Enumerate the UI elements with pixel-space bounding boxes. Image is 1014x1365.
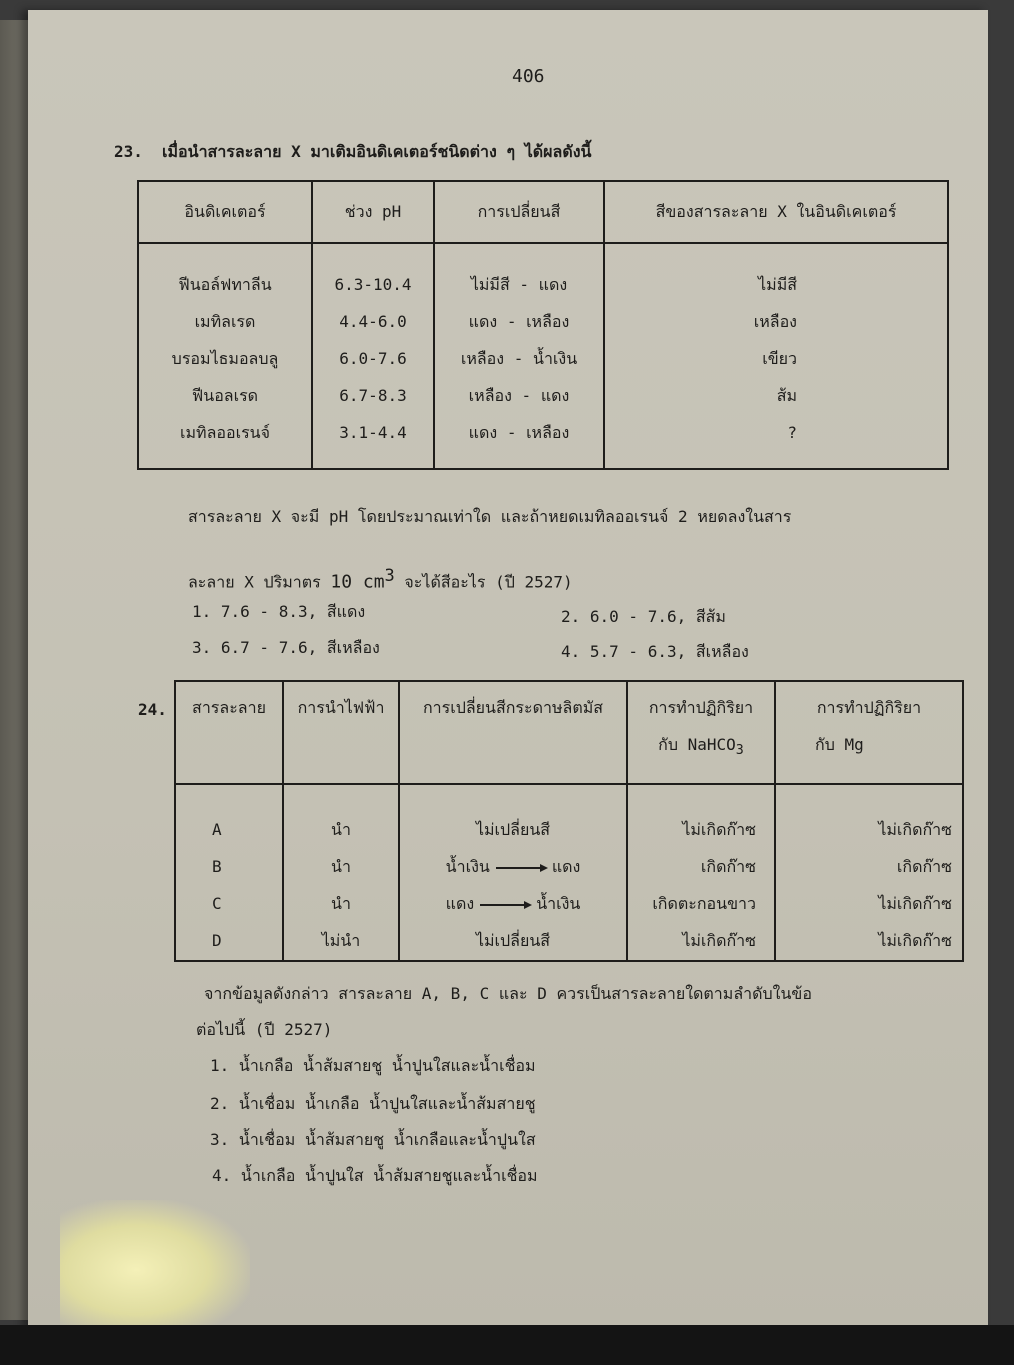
q23-indicator-table xyxy=(137,180,949,470)
q24-cell xyxy=(401,885,625,922)
q24-litmus-text: ไม่เปลี่ยนสี xyxy=(475,931,551,950)
q24-col-mg xyxy=(775,784,963,961)
q23-intro: เมื่อนำสารละลาย X มาเติมอินดิเคเตอร์ชนิดต่าง ๆ ได้ผลดังนี้ xyxy=(162,142,592,161)
q23-number: 23. xyxy=(114,142,143,161)
q24-header-nahco3-sub: 3 xyxy=(735,743,744,759)
q24-litmus-text: ไม่เปลี่ยนสี xyxy=(475,820,551,839)
bottom-background xyxy=(0,1325,1014,1365)
q24-header-solution: สารละลาย xyxy=(175,681,283,784)
q24-litmus-to: น้ำเงิน xyxy=(536,894,581,913)
q24-cell: นำ xyxy=(331,820,351,839)
q23-cell: 3.1-4.4 xyxy=(339,423,407,442)
q23-cell: ไม่มีสี xyxy=(758,275,797,294)
q23-choice-2: 2. 6.0 - 7.6, สีส้ม xyxy=(561,607,726,626)
q24-header-nahco3-text: กับ NaHCO xyxy=(658,735,736,754)
q24-choice-3: 3. น้ำเชื่อม น้ำส้มสายชู น้ำเกลือและน้ำปูนใส xyxy=(210,1130,536,1149)
q23-choice-3: 3. 6.7 - 7.6, สีเหลือง xyxy=(192,638,380,657)
q24-header-nahco3 xyxy=(627,681,775,784)
q24-cell: ไม่เกิดก๊าซ xyxy=(682,931,756,950)
q24-choice-1: 1. น้ำเกลือ น้ำส้มสายชู น้ำปูนใสและน้ำเชื่อม xyxy=(210,1056,536,1075)
q23-col-ph xyxy=(312,243,434,469)
q23-cell: แดง - เหลือง xyxy=(468,423,570,442)
q23-cell: เมทิลเรด xyxy=(194,312,256,331)
q23-cell: 6.3-10.4 xyxy=(334,275,412,294)
q23-question-text-b: จะได้สีอะไร (ปี 2527) xyxy=(394,572,573,592)
q24-cell xyxy=(401,848,625,885)
page-number: 406 xyxy=(512,66,545,87)
q24-col-litmus xyxy=(399,784,627,961)
q24-cell: เกิดก๊าซ xyxy=(896,857,952,876)
q24-cell: D xyxy=(212,931,222,950)
q24-cell xyxy=(401,811,625,848)
q24-cell: C xyxy=(212,894,222,913)
q23-cell: เหลือง - แดง xyxy=(468,386,570,405)
q23-header-x-color: สีของสารละลาย X ในอินดิเคเตอร์ xyxy=(604,181,948,243)
q24-choice-4: 4. น้ำเกลือ น้ำปูนใส น้ำส้มสายชูและน้ำเชื่อม xyxy=(212,1166,538,1185)
q24-cell: ไม่เกิดก๊าซ xyxy=(878,820,952,839)
q23-question-line1: สารละลาย X จะมี pH โดยประมาณเท่าใด และถ้าหยดเมทิลออเรนจ์ 2 หยดลงในสาร xyxy=(188,507,792,526)
q23-col-x-color xyxy=(604,243,948,469)
q24-litmus-from: แดง xyxy=(445,894,475,913)
q23-volume: 10 cm xyxy=(330,571,385,593)
q24-litmus-to: แดง xyxy=(551,857,581,876)
q23-choice-4: 4. 5.7 - 6.3, สีเหลือง xyxy=(561,642,749,661)
q24-choice-2: 2. น้ำเชื่อม น้ำเกลือ น้ำปูนใสและน้ำส้มสายชู xyxy=(210,1094,536,1113)
q23-cell: เขียว xyxy=(762,349,797,368)
q23-cell: ฟีนอลเรด xyxy=(191,386,259,405)
q24-header-litmus: การเปลี่ยนสีกระดาษลิตมัส xyxy=(399,681,627,784)
q24-cell: เกิดตะกอนขาว xyxy=(652,894,756,913)
q23-volume-exponent: 3 xyxy=(384,566,395,586)
q23-cell: เหลือง - น้ำเงิน xyxy=(460,349,578,368)
q24-cell xyxy=(401,922,625,959)
q24-litmus-from: น้ำเงิน xyxy=(445,857,490,876)
q24-cell: เกิดก๊าซ xyxy=(700,857,756,876)
q24-header-mg-line1: การทำปฏิกิริยา xyxy=(816,698,922,717)
q23-cell: 6.0-7.6 xyxy=(339,349,407,368)
q23-header-color-change: การเปลี่ยนสี xyxy=(434,181,604,243)
q23-cell: เมทิลออเรนจ์ xyxy=(180,423,270,442)
q23-header-indicator: อินดิเคเตอร์ xyxy=(138,181,312,243)
q24-header-conductivity: การนำไฟฟ้า xyxy=(283,681,399,784)
q23-header-ph-range: ช่วง pH xyxy=(312,181,434,243)
q24-cell: นำ xyxy=(331,857,351,876)
arrow-right-icon xyxy=(496,867,546,869)
arrow-right-icon xyxy=(480,904,530,906)
q24-question-line2: ต่อไปนี้ (ปี 2527) xyxy=(196,1020,333,1039)
q24-header-nahco3-line1: การทำปฏิกิริยา xyxy=(648,698,754,717)
q23-cell: เหลือง xyxy=(753,312,797,331)
q23-choice-1: 1. 7.6 - 8.3, สีแดง xyxy=(192,602,366,621)
q24-col-nahco3 xyxy=(627,784,775,961)
q24-cell: ไม่เกิดก๊าซ xyxy=(878,894,952,913)
q23-cell: ไม่มีสี - แดง xyxy=(470,275,568,294)
q24-cell: นำ xyxy=(331,894,351,913)
q24-cell: ไม่เกิดก๊าซ xyxy=(682,820,756,839)
q23-question-text-a: ละลาย X ปริมาตร xyxy=(188,572,331,592)
q24-col-solution xyxy=(175,784,283,961)
q23-cell: ส้ม xyxy=(776,386,797,405)
q24-header-nahco3-line2 xyxy=(629,733,773,758)
q23-cell: ฟีนอล์ฟทาลีน xyxy=(178,275,272,294)
q24-cell: A xyxy=(212,820,222,839)
q24-cell: ไม่นำ xyxy=(321,931,361,950)
light-glare xyxy=(60,1200,250,1340)
q24-header-mg-line2: กับ Mg xyxy=(815,735,864,754)
q23-cell: 6.7-8.3 xyxy=(339,386,407,405)
q23-col-indicator xyxy=(138,243,312,469)
q23-cell: ? xyxy=(787,423,797,442)
q24-question-line1: จากข้อมูลดังกล่าว สารละลาย A, B, C และ D ควรเป็นสารละลายใดตามลำดับในข้อ xyxy=(204,984,812,1003)
q24-header-mg xyxy=(775,681,963,784)
q23-cell: แดง - เหลือง xyxy=(468,312,570,331)
q24-number: 24. xyxy=(138,700,167,719)
q23-col-change xyxy=(434,243,604,469)
q24-solution-table xyxy=(174,680,964,962)
q23-question-line2 xyxy=(188,566,573,595)
q23-cell: 4.4-6.0 xyxy=(339,312,407,331)
q24-cell: ไม่เกิดก๊าซ xyxy=(878,931,952,950)
q24-col-conductivity xyxy=(283,784,399,961)
q24-cell: B xyxy=(212,857,222,876)
q23-cell: บรอมไธมอลบลู xyxy=(171,349,279,368)
